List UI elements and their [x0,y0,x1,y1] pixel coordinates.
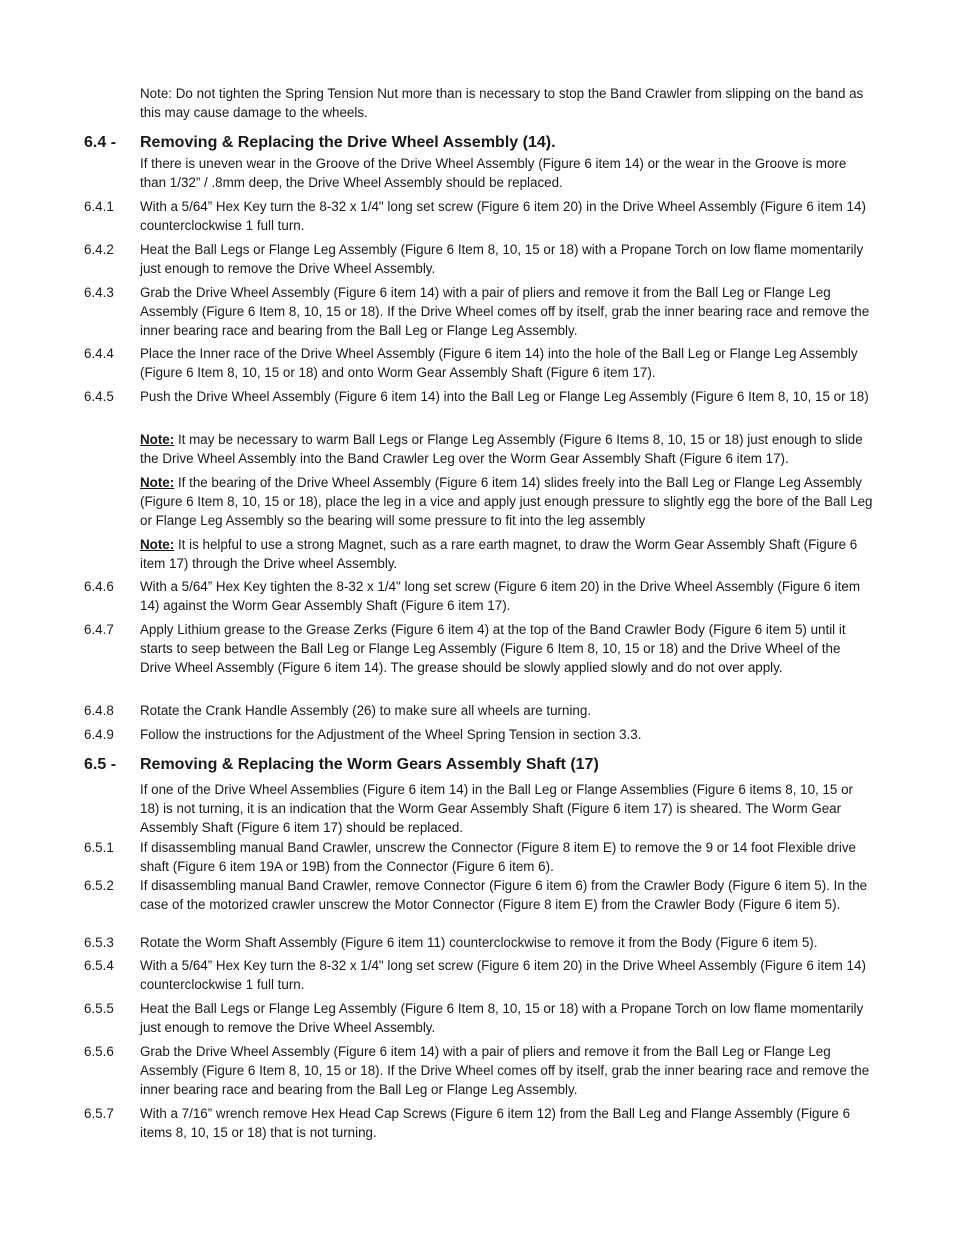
note-label: Note: [140,432,175,447]
note-text: It may be necessary to warm Ball Legs or Flange Leg Assembly (Figure 6 Items 8, 10, 15 or 18) just enough to slide the Drive Wheel Assembly into the Band Crawler Leg over the Worm Gear Assembly Shaft (Figure 6 item 17). [140,432,863,466]
step-number: 6.5.5 [84,1001,114,1016]
step-text: Heat the Ball Legs or Flange Leg Assembly (Figure 6 Item 8, 10, 15 or 18) with a Propane Torch on low flame momentarily just enough to remove the Drive Wheel Assembly. [140,1001,864,1035]
step-number: 6.4.4 [84,346,114,361]
note-paragraph [140,535,875,573]
note-text: It is helpful to use a strong Magnet, such as a rare earth magnet, to draw the Worm Gear Assembly Shaft (Figure 6 item 17) through the Drive wheel Assembly. [140,537,858,571]
step-number: 6.5.3 [84,935,114,950]
note-label: Note: [140,475,175,490]
step-number: 6.5.7 [84,1106,114,1121]
step-number: 6.4.6 [84,579,114,594]
step-number: 6.5.1 [84,840,114,855]
step-number: 6.4.9 [84,727,114,742]
step-number: 6.5.2 [84,878,114,893]
step-text: Grab the Drive Wheel Assembly (Figure 6 item 14) with a pair of pliers and remove it from the Ball Leg or Flange Leg Assembly (Figure 6 Item 8, 10, 15 or 18). If the Drive Wheel comes off by itself, grab the inner bearing race and remove the inner bearing race and bearing from the Ball Leg or Flange Leg Assembly. [140,285,870,338]
note-label: Note: [140,537,175,552]
step-text: With a 7/16” wrench remove Hex Head Cap Screws (Figure 6 item 12) from the Ball Leg and Flange Assembly (Figure 6 items 8, 10, 15 or 18) that is not turning. [140,1106,851,1140]
step-text: With a 5/64” Hex Key turn the 8-32 x 1/4" long set screw (Figure 6 item 20) in the Drive Wheel Assembly (Figure 6 item 14) counterclockwise 1 full turn. [140,958,866,992]
step-text: With a 5/64” Hex Key turn the 8-32 x 1/4" long set screw (Figure 6 item 20) in the Drive Wheel Assembly (Figure 6 item 14) counterclockwise 1 full turn. [140,199,866,233]
section-6-4-intro: If there is uneven wear in the Groove of the Drive Wheel Assembly (Figure 6 item 14) or the wear in the Groove is more than 1/32” / .8mm deep, the Drive Wheel Assembly should be replaced. [140,156,847,190]
note-text: If the bearing of the Drive Wheel Assembly (Figure 6 item 14) slides freely into the Ball Leg or Flange Leg Assembly (Figure 6 Item 8, 10, 15 or 18), place the leg in a vice and apply just enough pressure to slightly egg the bore of the Ball Leg or Flange Leg Assembly so the bearing will some pressure to fit into the leg assembly [140,475,873,528]
step-text: If disassembling manual Band Crawler, unscrew the Connector (Figure 8 item E) to remove the 9 or 14 foot Flexible drive shaft (Figure 6 item 19A or 19B) from the Connector (Figure 6 item 6). [140,840,856,874]
step-number: 6.5.6 [84,1044,114,1059]
step-number: 6.4.3 [84,285,114,300]
step-text: Push the Drive Wheel Assembly (Figure 6 item 14) into the Ball Leg or Flange Leg Assembly (Figure 6 Item 8, 10, 15 or 18) [140,389,869,404]
note-paragraph [140,430,875,468]
step-text: Rotate the Crank Handle Assembly (26) to make sure all wheels are turning. [140,703,592,718]
step-text: If disassembling manual Band Crawler, remove Connector (Figure 6 item 6) from the Crawler Body (Figure 6 item 5). In the case of the motorized crawler unscrew the Motor Connector (Figure 8 item E) from the Crawler Body (Figure 6 item 5). [140,878,868,912]
step-text: Follow the instructions for the Adjustment of the Wheel Spring Tension in section 3.3. [140,727,642,742]
step-number: 6.4.7 [84,622,114,637]
step-number: 6.4.1 [84,199,114,214]
section-6-5-intro: If one of the Drive Wheel Assemblies (Figure 6 item 14) in the Ball Leg or Flange Assemblies (Figure 6 items 8, 10, 15 or 18) is not turning, it is an indication that the Worm Gear Assembly Shaft (Figure 6 item 17) is sheared. The Worm Gear Assembly Shaft (Figure 6 item 17) should be replaced. [140,782,854,835]
intro-note: Note: Do not tighten the Spring Tension Nut more than is necessary to stop the Band Crawler from slipping on the band as this may cause damage to the wheels. [140,86,864,120]
section-6-5-number: 6.5 - [84,756,117,773]
step-text: With a 5/64” Hex Key tighten the 8-32 x 1/4" long set screw (Figure 6 item 20) in the Drive Wheel Assembly (Figure 6 item 14) against the Worm Gear Assembly Shaft (Figure 6 item 17). [140,579,860,613]
step-number: 6.4.2 [84,242,114,257]
step-number: 6.4.8 [84,703,114,718]
step-number: 6.4.5 [84,389,114,404]
step-text: Heat the Ball Legs or Flange Leg Assembly (Figure 6 Item 8, 10, 15 or 18) with a Propane Torch on low flame momentarily just enough to remove the Drive Wheel Assembly. [140,242,864,276]
note-paragraph [140,473,875,530]
section-6-4-title: Removing & Replacing the Drive Wheel Assembly (14). [140,134,556,151]
section-6-4-number: 6.4 - [84,134,117,151]
step-text: Grab the Drive Wheel Assembly (Figure 6 item 14) with a pair of pliers and remove it from the Ball Leg or Flange Leg Assembly (Figure 6 Item 8, 10, 15 or 18). If the Drive Wheel comes off by itself, grab the inner bearing race and remove the inner bearing race and bearing from the Ball Leg or Flange Leg Assembly. [140,1044,870,1097]
step-text: Rotate the Worm Shaft Assembly (Figure 6 item 11) counterclockwise to remove it from the Body (Figure 6 item 5). [140,935,818,950]
step-number: 6.5.4 [84,958,114,973]
step-text: Apply Lithium grease to the Grease Zerks (Figure 6 item 4) at the top of the Band Crawler Body (Figure 6 item 5) until it starts to seep between the Ball Leg or Flange Leg Assembly (Figure 6 Item 8, 10, 15 or 18) and the Drive Wheel of the Drive Wheel Assembly (Figure 6 item 14). The grease should be slowly applied slowly and do not over apply. [140,622,846,675]
section-6-5-title: Removing & Replacing the Worm Gears Assembly Shaft (17) [140,756,599,773]
step-text: Place the Inner race of the Drive Wheel Assembly (Figure 6 item 14) into the hole of the Ball Leg or Flange Leg Assembly (Figure 6 Item 8, 10, 15 or 18) and onto Worm Gear Assembly Shaft (Figure 6 item 17). [140,346,858,380]
